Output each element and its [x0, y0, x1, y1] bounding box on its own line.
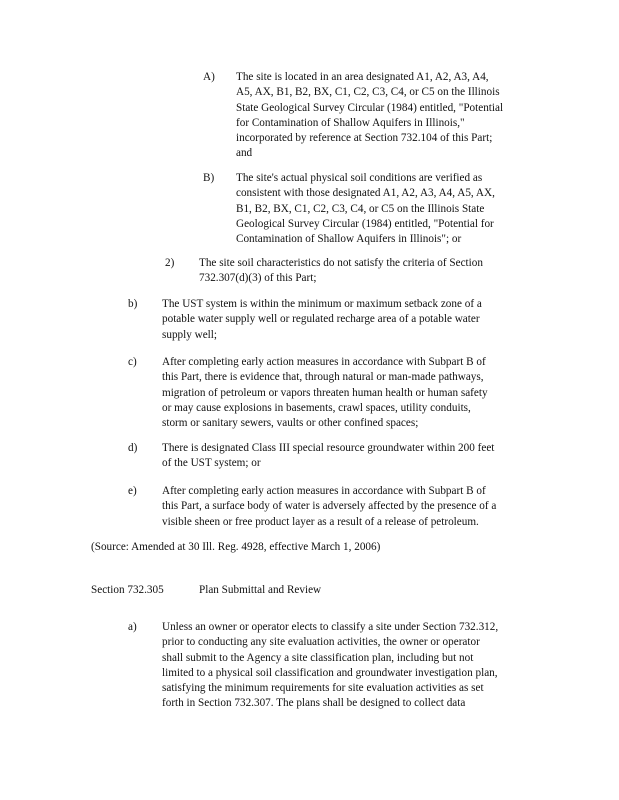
text-line: shall submit to the Agency a site classification plan, including but not — [162, 651, 474, 664]
text-line: for Contamination of Shallow Aquifers in Illinois," — [236, 116, 465, 129]
text-line: supply well; — [162, 328, 218, 341]
text-line: Contamination of Shallow Aquifers in Illinois"; or — [236, 233, 462, 246]
text-line: prior to conducting any site evaluation activities, the owner or operator — [162, 636, 480, 649]
item-e-label: e) — [128, 485, 137, 497]
item-A-text — [236, 70, 503, 162]
text-line: of the UST system; or — [162, 457, 261, 470]
source-note — [91, 540, 380, 555]
text-line: satisfying the minimum requirements for site evaluation activities as set — [162, 682, 484, 695]
item-B-text — [236, 171, 495, 247]
item-a-label: a) — [128, 621, 137, 633]
text-line: incorporated by reference at Section 732.104 of this Part; — [236, 132, 493, 145]
text-line: consistent with those designated A1, A2, A3, A4, A5, AX, — [236, 187, 495, 200]
text-line: Geological Survey Circular (1984) entitled, "Potential for — [236, 217, 494, 230]
text-line: A5, AX, B1, B2, BX, C1, C2, C3, C4, or C5 on the Illinois — [236, 86, 500, 99]
text-line: storm or sanitary sewers, vaults or other confined spaces; — [162, 417, 419, 430]
text-line: The UST system is within the minimum or maximum setback zone of a — [162, 298, 482, 310]
text-line: visible sheen or free product layer as a result of a release of petroleum. — [162, 515, 479, 528]
section-number — [91, 583, 164, 598]
text-line: After completing early action measures in accordance with Subpart B of — [162, 485, 486, 497]
section-title — [199, 583, 321, 598]
section-number-text: Section 732.305 — [91, 584, 164, 596]
section-title-text: Plan Submittal and Review — [199, 584, 322, 596]
item-b-text — [162, 297, 482, 343]
item-e-text — [162, 484, 496, 530]
text-line: potable water supply well or regulated recharge area of a potable water — [162, 313, 480, 326]
item-A-label: A) — [203, 71, 215, 83]
text-line: and — [236, 147, 253, 160]
item-b-label: b) — [128, 298, 138, 310]
item-2-text — [199, 256, 483, 287]
text-line: There is designated Class III special resource groundwater within 200 feet — [162, 442, 495, 454]
text-line: State Geological Survey Circular (1984) entitled, "Potential — [236, 101, 504, 114]
item-d-label: d) — [128, 442, 138, 454]
text-line: The site is located in an area designated A1, A2, A3, A4, — [236, 71, 489, 83]
item-B-label: B) — [203, 172, 215, 184]
text-line: After completing early action measures in accordance with Subpart B of — [162, 356, 486, 368]
text-line: or may cause explosions in basements, crawl spaces, utility conduits, — [162, 401, 471, 414]
text-line: forth in Section 732.307. The plans shall be designed to collect data — [162, 697, 466, 710]
text-line: B1, B2, BX, C1, C2, C3, C4, or C5 on the Illinois State — [236, 202, 485, 215]
item-a-text — [162, 620, 498, 712]
text-line: The site soil characteristics do not satisfy the criteria of Section — [199, 257, 483, 269]
item-2-label: 2) — [165, 257, 175, 269]
text-line: 732.307(d)(3) of this Part; — [199, 272, 317, 285]
item-c-label: c) — [128, 356, 137, 368]
text-line: limited to a physical soil classification and groundwater investigation plan, — [162, 666, 498, 679]
text-line: migration of petroleum or vapors threaten human health or human safety — [162, 386, 488, 399]
text-line: Unless an owner or operator elects to classify a site under Section 732.312, — [162, 621, 499, 633]
text-line: The site's actual physical soil conditions are verified as — [236, 172, 483, 184]
text-line: this Part, there is evidence that, through natural or man-made pathways, — [162, 371, 484, 384]
item-d-text — [162, 441, 494, 472]
item-c-text — [162, 355, 488, 431]
source-note-text: (Source: Amended at 30 Ill. Reg. 4928, effective March 1, 2006) — [91, 541, 381, 553]
text-line: this Part, a surface body of water is adversely affected by the presence of a — [162, 500, 497, 513]
